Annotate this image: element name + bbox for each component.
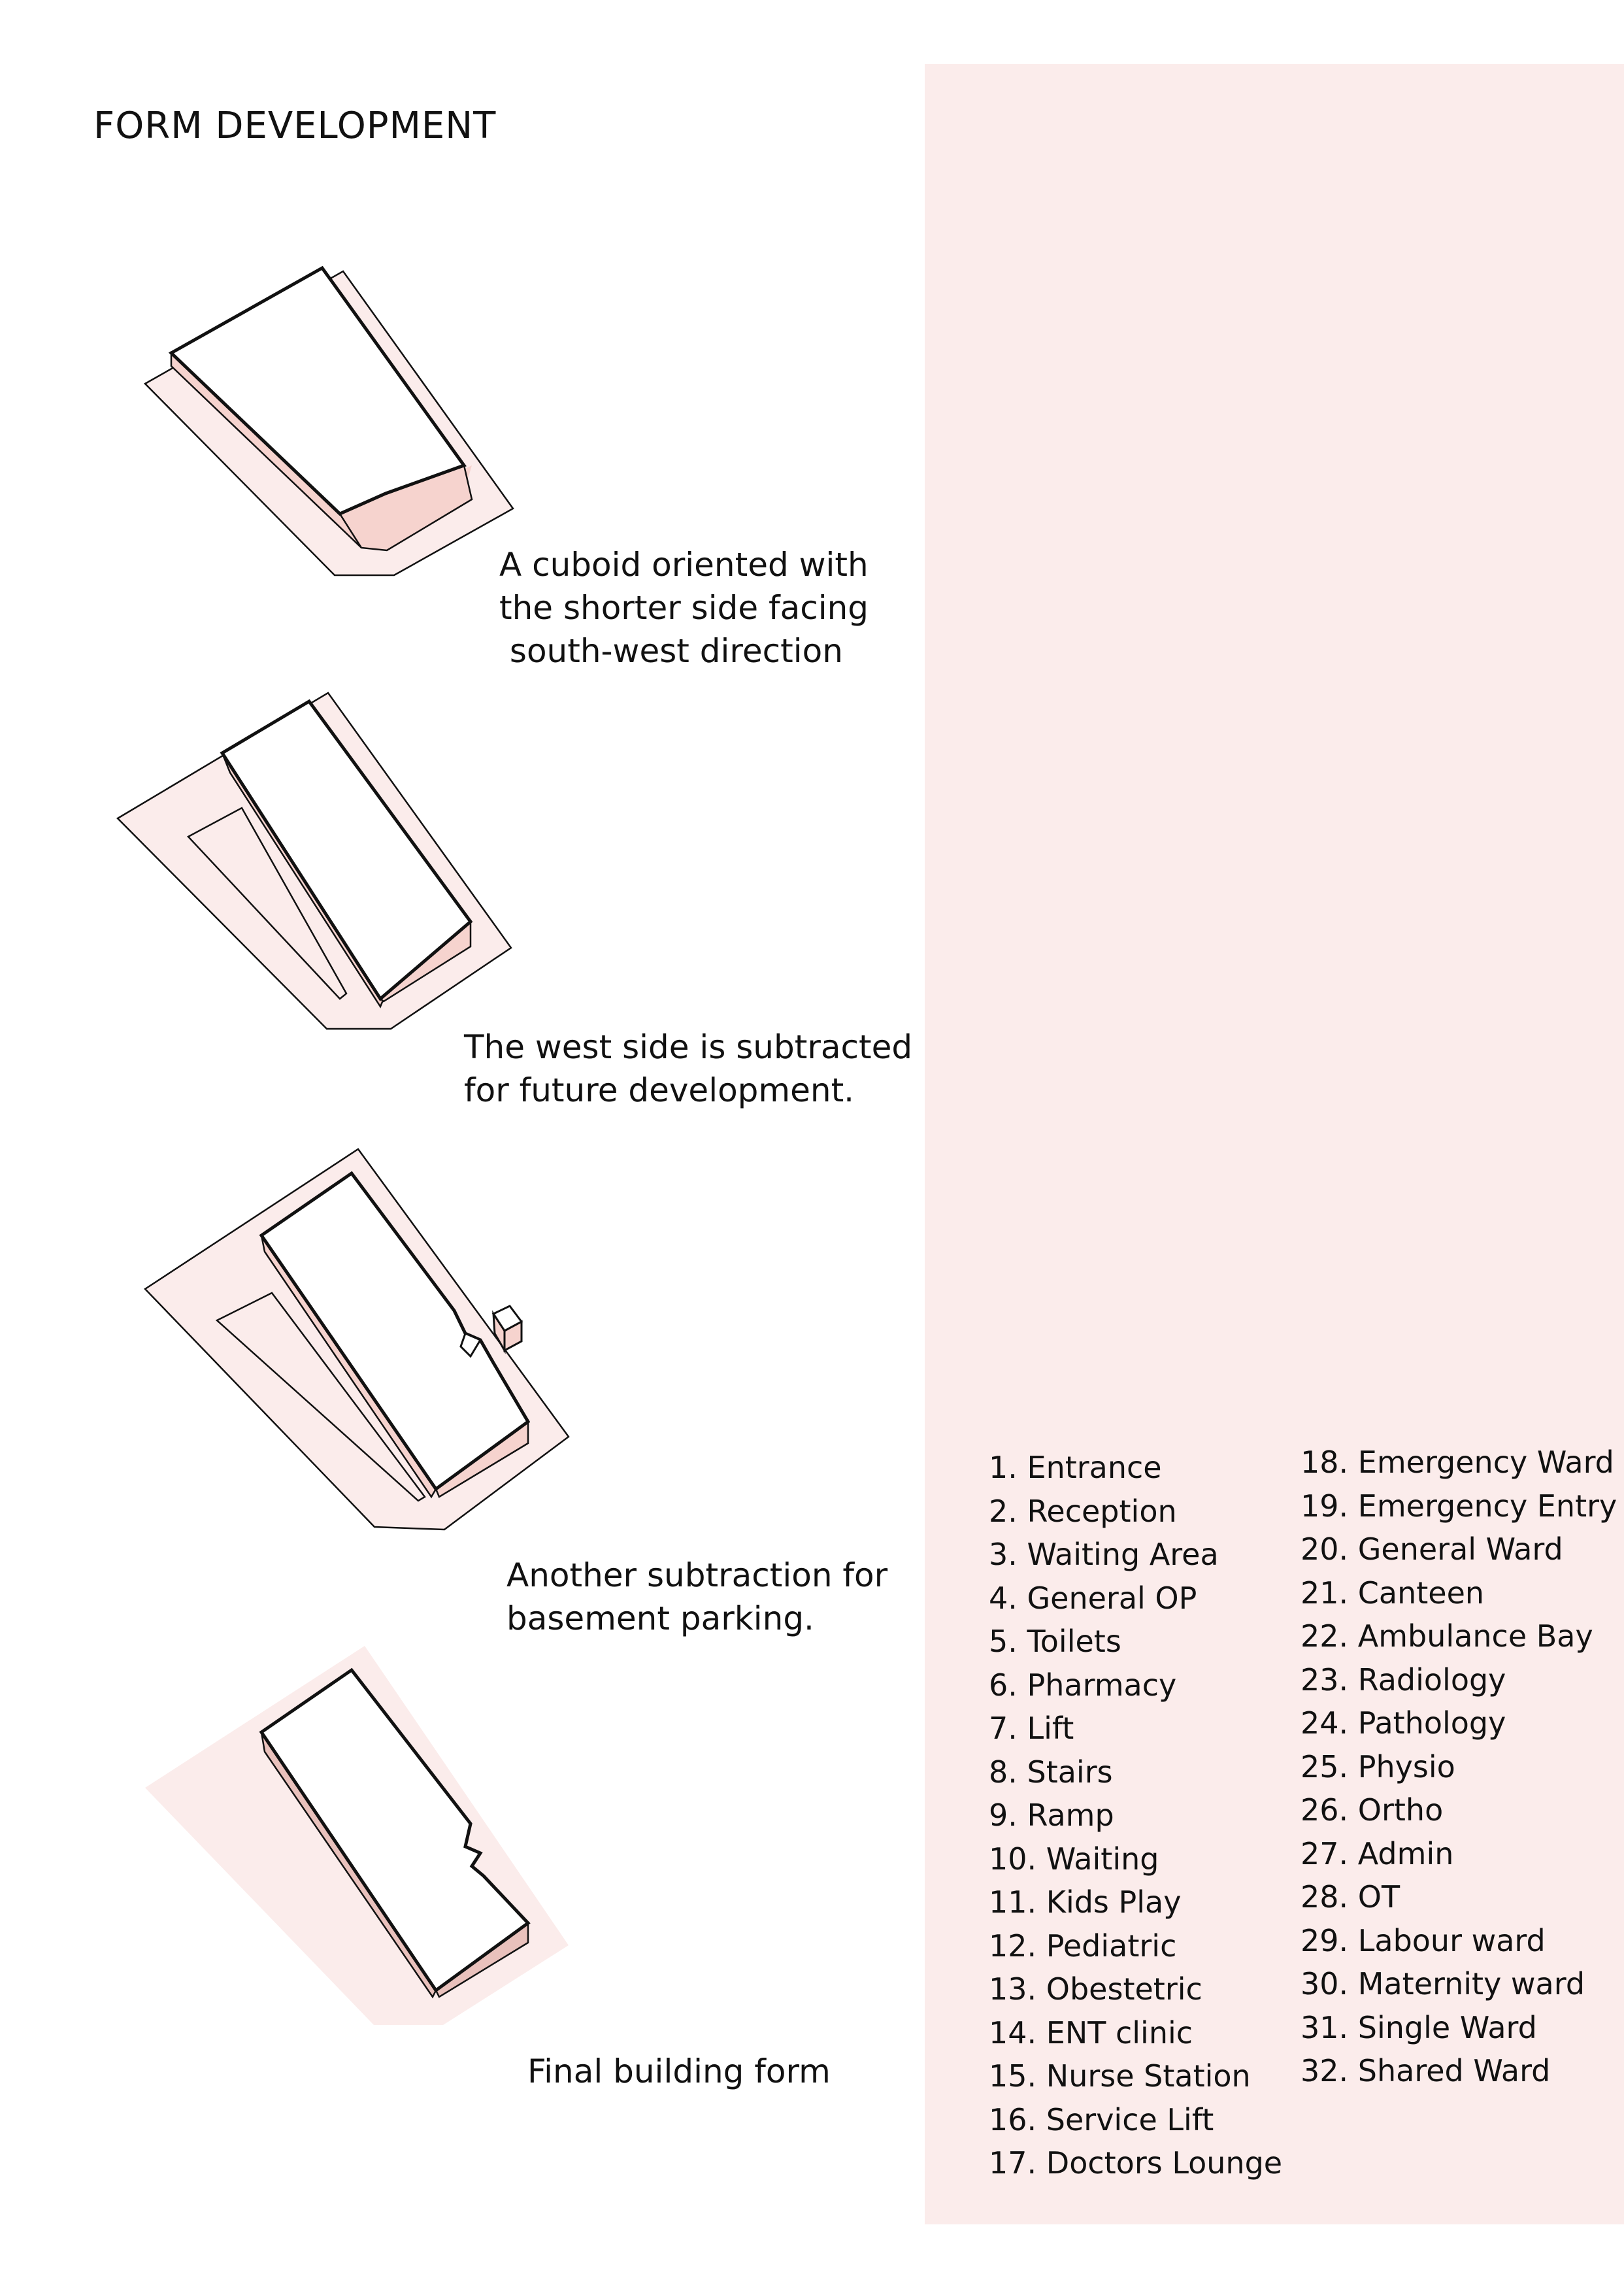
legend-item: 21. Canteen: [1301, 1575, 1485, 1611]
legend-item: 2. Reception: [989, 1493, 1177, 1529]
step-2-caption: The west side is subtracted for future development.: [464, 1028, 913, 1109]
legend-item: 31. Single Ward: [1301, 2009, 1537, 2045]
legend-item: 15. Nurse Station: [989, 2058, 1251, 2094]
legend-item: 19. Emergency Entry: [1301, 1488, 1617, 1524]
legend-item: 1. Entrance: [989, 1450, 1162, 1485]
legend-item: 30. Maternity ward: [1301, 1966, 1585, 2001]
legend-item: 27. Admin: [1301, 1835, 1454, 1871]
step-3-caption: Another subtraction for basement parking.: [506, 1556, 888, 1637]
legend-item: 16. Service Lift: [989, 2101, 1214, 2137]
legend-column-left: [989, 1446, 1282, 2185]
step-1-diagram: [145, 268, 513, 575]
legend-item: 28. OT: [1301, 1879, 1400, 1915]
legend-item: 23. Radiology: [1301, 1662, 1506, 1698]
step-2-diagram: [118, 693, 511, 1029]
legend-item: 4. General OP: [989, 1580, 1197, 1616]
page-title: FORM DEVELOPMENT: [93, 105, 497, 147]
legend-item: 32. Shared Ward: [1301, 2053, 1551, 2088]
legend-item: 29. Labour ward: [1301, 1922, 1546, 1958]
legend-item: 12. Pediatric: [989, 1928, 1177, 1964]
legend-item: 8. Stairs: [989, 1754, 1113, 1790]
legend-item: 14. ENT clinic: [989, 2015, 1193, 2050]
legend-item: 17. Doctors Lounge: [989, 2145, 1283, 2181]
step-4-caption: Final building form: [527, 2052, 831, 2090]
legend-item: 26. Ortho: [1301, 1792, 1444, 1828]
legend-item: 13. Obestetric: [989, 1971, 1202, 2007]
step-4-diagram: [145, 1646, 569, 2025]
legend-item: 24. Pathology: [1301, 1705, 1506, 1741]
legend-column-right: [1301, 1441, 1617, 2093]
legend-item: 9. Ramp: [989, 1798, 1114, 1833]
legend-item: 7. Lift: [989, 1711, 1074, 1746]
step-1-caption: A cuboid oriented with the shorter side facing south-west direction: [499, 546, 869, 670]
legend-item: 25. Physio: [1301, 1749, 1455, 1784]
step-3-diagram: [145, 1149, 569, 1530]
legend-item: 5. Toilets: [989, 1624, 1121, 1659]
legend-item: 20. General Ward: [1301, 1531, 1563, 1567]
legend-item: 11. Kids Play: [989, 1884, 1182, 1920]
legend-item: 6. Pharmacy: [989, 1667, 1177, 1703]
legend-item: 3. Waiting Area: [989, 1537, 1219, 1572]
legend-item: 10. Waiting: [989, 1841, 1159, 1877]
legend-item: 22. Ambulance Bay: [1301, 1618, 1593, 1654]
legend-item: 18. Emergency Ward: [1301, 1445, 1614, 1480]
